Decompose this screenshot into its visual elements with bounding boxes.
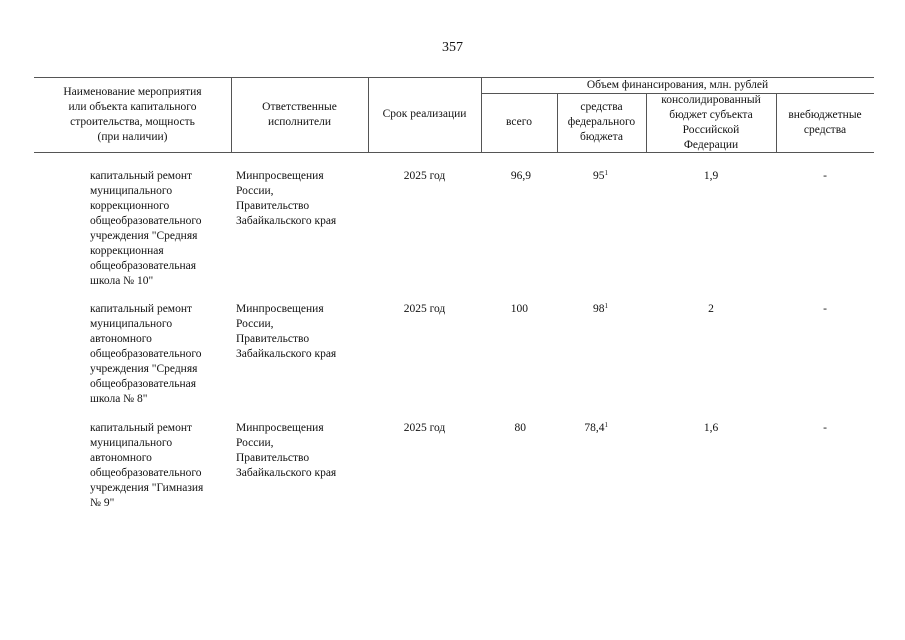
row-name: капитальный ремонт муниципального коррекционного общеобразовательного учреждения "Средняя коррекционная общеобразовательная школа № 10" xyxy=(90,170,202,287)
row-name: капитальный ремонт муниципального автономного общеобразовательного учреждения "Средняя общеобразовательная школа № 8" xyxy=(90,303,202,405)
row-total: 100 xyxy=(510,303,528,315)
row-extrabudget: - xyxy=(823,303,827,315)
row-executors: Минпросвещения России, Правительство Забайкальского края xyxy=(236,303,337,360)
row-period: 2025 год xyxy=(403,170,446,182)
federal-value: 98 xyxy=(593,303,605,315)
row-federal xyxy=(557,302,608,317)
header-extrabudget: внебюджетные средства xyxy=(788,108,862,136)
row-regional: 2 xyxy=(708,303,714,315)
row-executors: Минпросвещения России, Правительство Забайкальского края xyxy=(236,170,337,227)
federal-value: 95 xyxy=(593,170,605,182)
header-federal: средства федерального бюджета xyxy=(567,101,636,143)
page-number: 357 xyxy=(442,40,463,55)
header-regional: консолидированный бюджет субъекта Российской Федерации xyxy=(661,93,761,151)
row-federal xyxy=(557,421,608,436)
header-name: Наименование мероприятия или объекта капитального строительства, мощность (при наличии) xyxy=(63,85,202,143)
header-total: всего xyxy=(506,116,532,128)
row-extrabudget: - xyxy=(823,422,827,434)
federal-value: 78,4 xyxy=(584,422,605,434)
header-period: Срок реализации xyxy=(382,108,467,120)
header-financing: Объем финансирования, млн. рублей xyxy=(586,79,769,91)
footnote-mark: 1 xyxy=(604,421,608,429)
row-period: 2025 год xyxy=(403,303,446,315)
row-total: 96,9 xyxy=(510,170,531,182)
footnote-mark: 1 xyxy=(604,302,608,310)
row-federal xyxy=(557,169,608,184)
row-name: капитальный ремонт муниципального автономного общеобразовательного учреждения "Гимназия № 9" xyxy=(90,422,204,509)
row-regional: 1,9 xyxy=(703,170,719,182)
row-regional: 1,6 xyxy=(703,422,719,434)
header-executors: Ответственные исполнители xyxy=(262,100,337,128)
row-total: 80 xyxy=(514,422,526,434)
row-extrabudget: - xyxy=(823,170,827,182)
row-executors: Минпросвещения России, Правительство Забайкальского края xyxy=(236,422,337,479)
footnote-mark: 1 xyxy=(604,169,608,177)
row-period: 2025 год xyxy=(403,422,446,434)
